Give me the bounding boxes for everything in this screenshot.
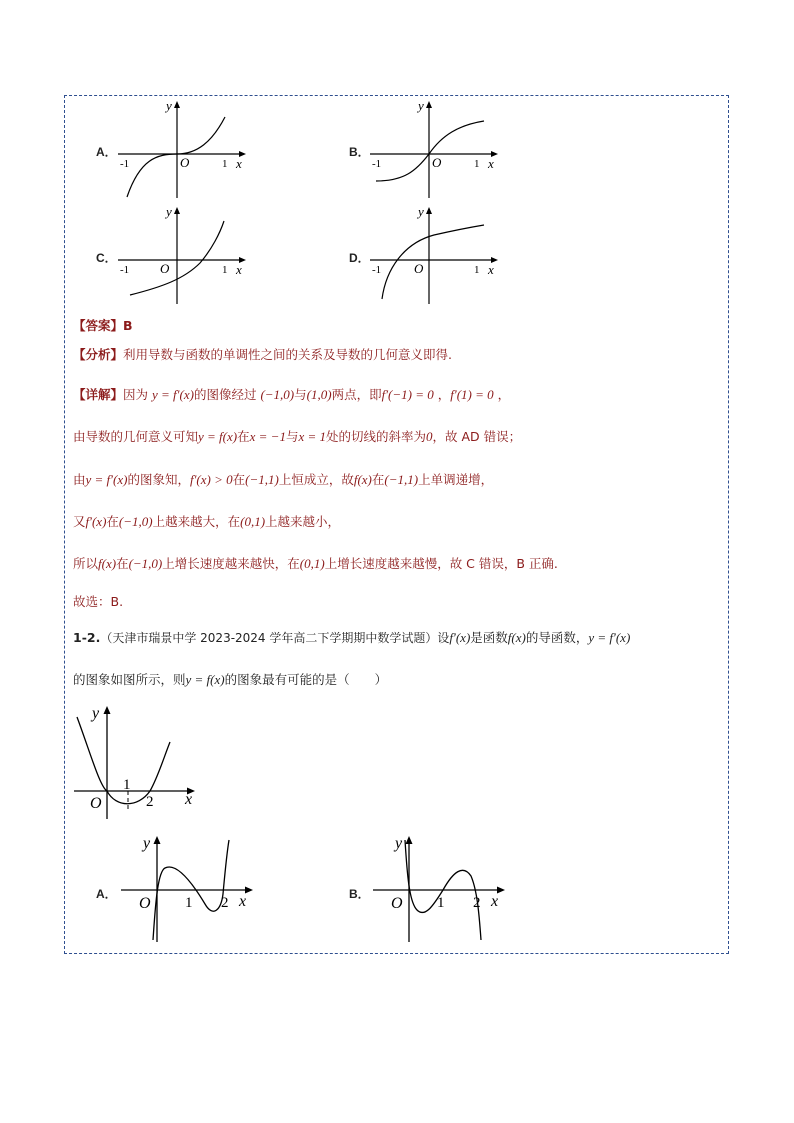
answer-value: B: [123, 318, 133, 333]
formula: (−1,1): [384, 472, 419, 487]
tick-neg1: -1: [372, 264, 382, 276]
origin-label: O: [90, 795, 102, 812]
formula: f′(x): [85, 514, 107, 529]
y-axis-label: y: [418, 98, 424, 113]
formula: f′(x) > 0: [189, 472, 233, 487]
formula: (1,0): [306, 387, 332, 402]
text: 上恒成立，故: [278, 472, 354, 487]
derivative-graph: [72, 702, 202, 822]
text: 是函数: [470, 630, 508, 645]
tick-neg1: -1: [372, 158, 382, 170]
text: 上越来越大，在: [152, 514, 241, 529]
detail-line-4: [73, 512, 340, 530]
detail-line-2: [73, 427, 521, 445]
text: 的导函数，: [525, 630, 589, 645]
tick-1: 1: [474, 158, 480, 170]
tick-2: 2: [221, 895, 229, 911]
option-a-label[interactable]: A．: [96, 145, 117, 159]
text: 的图象最有可能的是（ ）: [224, 672, 388, 687]
x-axis-label: x: [236, 262, 242, 277]
answer-tag: 【答案】: [73, 318, 124, 333]
text: 上单调递增，: [418, 472, 494, 487]
detail-tag: 【详解】: [73, 387, 124, 402]
text: 与: [285, 429, 299, 444]
formula: 0: [426, 429, 433, 444]
text: 处的切线的斜率为: [326, 429, 427, 444]
text: 上增长速度越来越快，在: [162, 556, 300, 571]
question-source: （天津市瑞景中学 2023-2024 学年高二下学期期中数学试题）设: [100, 631, 450, 645]
option-b-bottom-graph[interactable]: [367, 832, 517, 944]
text: 的图象如图所示，则: [73, 672, 186, 687]
formula: (0,1): [240, 514, 266, 529]
analysis-line: [73, 345, 452, 363]
origin-label: O: [139, 895, 151, 912]
formula: x = −1: [249, 429, 286, 444]
option-d-label[interactable]: D．: [349, 251, 370, 265]
answer-line: [73, 316, 133, 334]
origin-label: O: [160, 261, 170, 276]
y-axis-label: y: [143, 835, 151, 852]
analysis-text: 利用导数与函数的单调性之间的关系及导数的几何意义即得.: [123, 347, 452, 362]
x-axis-label: x: [491, 893, 499, 910]
formula: x = 1: [298, 429, 327, 444]
tick-1: 1: [437, 895, 445, 911]
formula: f(x): [507, 630, 526, 645]
tick-1: 1: [222, 264, 228, 276]
text: 上增长速度越来越慢，故 C 错误，B 正确.: [324, 556, 558, 571]
text: 所以: [73, 556, 99, 571]
formula: (−1,1): [245, 472, 279, 487]
formula: f(x): [98, 556, 117, 571]
tick-1: 1: [474, 264, 480, 276]
formula: (−1,0): [128, 556, 163, 571]
text: 由导数的几何意义可知: [73, 429, 199, 444]
text: 因为: [123, 387, 149, 402]
detail-line-5: [73, 554, 558, 572]
x-axis-label: x: [239, 893, 247, 910]
origin-label: O: [414, 261, 424, 276]
formula: y = f′(x): [152, 387, 194, 402]
formula: (0,1): [299, 556, 325, 571]
option-a-graph[interactable]: [112, 97, 252, 201]
tick-2: 2: [146, 794, 154, 810]
formula: f′(−1) = 0: [381, 387, 434, 402]
text: 在: [232, 472, 246, 487]
tick-1: 1: [185, 895, 193, 911]
formula: (−1,0): [260, 387, 295, 402]
question-line-2: [73, 670, 387, 688]
y-axis-label: y: [418, 204, 424, 219]
detail-line-1: [73, 385, 510, 403]
origin-label: O: [180, 155, 190, 170]
tick-1: 1: [123, 777, 131, 793]
option-d-graph[interactable]: [364, 203, 504, 307]
formula: (−1,0): [118, 514, 153, 529]
text: 在: [237, 429, 250, 444]
tick-neg1: -1: [120, 158, 130, 170]
text: 在: [106, 514, 119, 529]
formula: f′(x): [449, 630, 471, 645]
analysis-tag: 【分析】: [73, 347, 124, 362]
formula: y = f′(x): [588, 630, 631, 645]
x-axis-label: x: [236, 156, 242, 171]
text: 由: [73, 472, 86, 487]
text: 的图象知，: [127, 472, 190, 487]
text: 又: [73, 514, 86, 529]
y-axis-label: y: [92, 705, 100, 722]
option-c-graph[interactable]: [112, 203, 252, 307]
formula: f′(1) = 0: [450, 387, 494, 402]
option-c-label[interactable]: C．: [96, 251, 117, 265]
origin-label: O: [391, 895, 403, 912]
y-axis-label: y: [166, 204, 172, 219]
x-axis-label: x: [185, 791, 193, 808]
text: 上越来越小，: [265, 514, 341, 529]
text: 在: [371, 472, 385, 487]
question-line-1: [73, 628, 630, 646]
detail-line-3: [73, 470, 493, 488]
tick-1: 1: [222, 158, 228, 170]
question-number: 1-2.: [73, 630, 101, 645]
x-axis-label: x: [488, 262, 494, 277]
tick-2: 2: [473, 895, 481, 911]
text: 两点，即: [331, 387, 382, 402]
y-axis-label: y: [166, 98, 172, 113]
origin-label: O: [432, 155, 442, 170]
option-b-graph[interactable]: [364, 97, 504, 201]
formula: y = f′(x): [85, 472, 128, 487]
text: 的图像经过: [193, 387, 257, 402]
x-axis-label: x: [488, 156, 494, 171]
option-a-bottom-graph[interactable]: [115, 832, 265, 944]
tick-neg1: -1: [120, 264, 130, 276]
option-a-bottom-label[interactable]: A．: [96, 887, 117, 901]
detail-line-6: [73, 592, 123, 610]
text: 在: [116, 556, 129, 571]
formula: f(x): [353, 472, 372, 487]
option-b-label[interactable]: B．: [349, 145, 370, 159]
text: ，: [437, 387, 451, 402]
y-axis-label: y: [395, 835, 403, 852]
formula: y = f(x): [198, 429, 238, 444]
text: ，: [497, 387, 511, 402]
text: ，故 AD 错误；: [432, 429, 522, 444]
option-b-bottom-label[interactable]: B．: [349, 887, 370, 901]
formula: y = f(x): [185, 672, 225, 687]
text: 与: [294, 387, 307, 402]
text: 故选：B.: [73, 594, 124, 609]
